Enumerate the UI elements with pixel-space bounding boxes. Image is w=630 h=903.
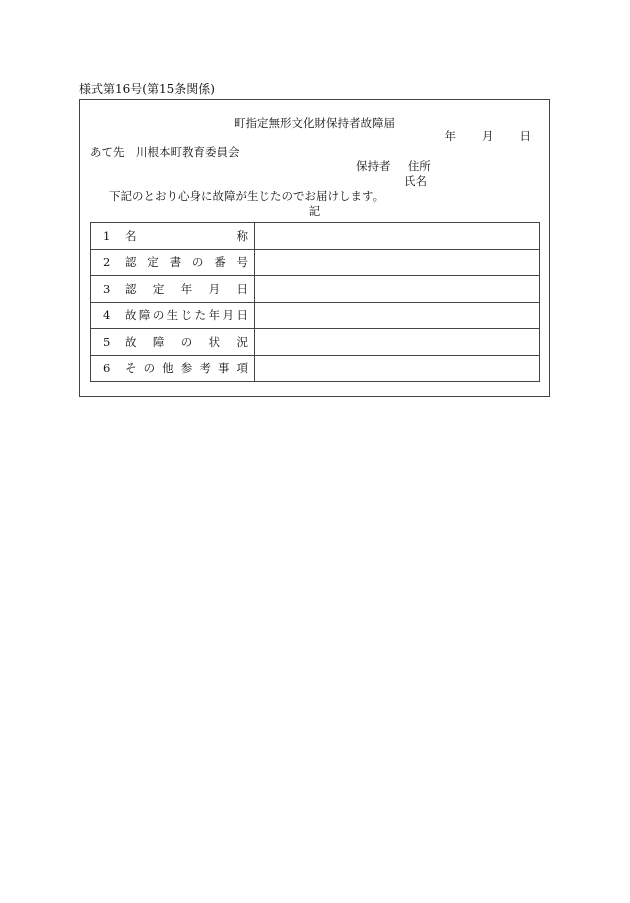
item-label: その他参考事項	[125, 361, 248, 376]
table-row	[91, 249, 540, 276]
holder-address-line	[356, 158, 431, 174]
item-value-field[interactable]	[255, 249, 540, 276]
item-label: 故障の生じた年月日	[125, 308, 248, 323]
item-label-cell	[91, 276, 255, 303]
item-number: 6	[103, 361, 111, 376]
item-label-cell	[91, 223, 255, 250]
date-month-label: 月	[482, 129, 494, 143]
date-day-label: 日	[519, 129, 531, 143]
form-number-label: 様式第16号(第15条関係)	[79, 82, 215, 96]
items-table	[90, 222, 540, 382]
item-number: 1	[103, 228, 111, 243]
address-label: 住所	[407, 159, 431, 173]
item-value-field[interactable]	[255, 276, 540, 303]
item-label: 認定書の番号	[125, 255, 248, 270]
item-number: 5	[103, 334, 111, 349]
item-label-cell	[91, 249, 255, 276]
table-row	[91, 302, 540, 329]
form-title: 町指定無形文化財保持者故障届	[234, 116, 395, 130]
item-number: 4	[103, 308, 111, 323]
item-label: 認定年月日	[125, 281, 248, 296]
date-line	[445, 128, 532, 144]
item-number: 3	[103, 281, 111, 296]
table-row	[91, 276, 540, 303]
form-frame	[79, 99, 550, 397]
addressee: あて先 川根本町教育委員会	[90, 145, 240, 159]
holder-label: 保持者	[356, 159, 391, 173]
item-number: 2	[103, 255, 111, 270]
name-label: 氏名	[404, 174, 427, 188]
holder-name-line	[404, 173, 427, 189]
item-label-cell	[91, 355, 255, 382]
statement: 下記のとおり心身に故障が生じたのでお届けします。	[109, 189, 385, 203]
table-row	[91, 355, 540, 382]
item-value-field[interactable]	[255, 329, 540, 356]
table-row	[91, 329, 540, 356]
table-row	[91, 223, 540, 250]
item-label: 故障の状況	[125, 334, 248, 349]
item-value-field[interactable]	[255, 302, 540, 329]
ki-heading: 記	[308, 204, 321, 218]
item-value-field[interactable]	[255, 355, 540, 382]
item-label-cell	[91, 302, 255, 329]
item-value-field[interactable]	[255, 223, 540, 250]
date-year-label: 年	[444, 129, 456, 143]
item-label: 名称	[125, 228, 248, 243]
item-label-cell	[91, 329, 255, 356]
